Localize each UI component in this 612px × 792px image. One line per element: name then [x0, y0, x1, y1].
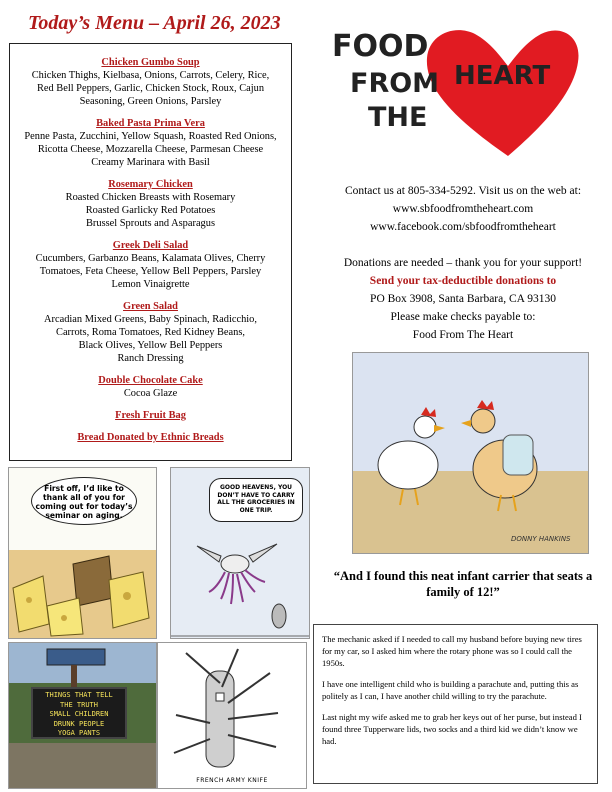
logo-heart-text: HEART: [454, 61, 551, 91]
menu-item-description: Roasted Chicken Breasts with Rosemary: [65, 192, 236, 203]
sign-line: YOGA PANTS: [57, 729, 101, 737]
menu-item-description: Roasted Garlicky Red Potatoes: [85, 205, 216, 216]
menu-item-title: Double Chocolate Cake: [98, 375, 203, 386]
bird-cartoon: [170, 467, 310, 639]
contact-info: [318, 182, 608, 344]
sign-line: THINGS THAT TELL: [45, 691, 113, 699]
sign-line: DRUNK PEOPLE: [53, 719, 105, 728]
logo-line-the: THE: [368, 102, 428, 133]
logo-line-from: FROM: [350, 68, 440, 99]
page-title: Today’s Menu – April 26, 2023: [28, 12, 281, 34]
menu-section: [10, 178, 291, 230]
bird-speech-bubble: GOOD HEAVENS, YOU DON’T HAVE TO CARRY ALL THE GROCERIES IN ONE TRIP.: [209, 478, 303, 522]
mailing-address: PO Box 3908, Santa Barbara, CA 93130: [370, 293, 556, 305]
menu-item-description: Ricotta Cheese, Mozzarella Cheese, Parmesan Cheese: [37, 144, 264, 155]
joke-paragraph: Last night my wife asked me to grab her keys out of her purse, but instead I found three Tupperware lids, two socks and a third kid we didn’t know we had.: [322, 712, 582, 746]
seminar-cartoon: [8, 467, 157, 639]
send-donations: Send your tax-deductible donations to: [369, 275, 557, 287]
menu-item-title: Fresh Fruit Bag: [115, 410, 186, 421]
menu-item-title: Rosemary Chicken: [108, 179, 193, 190]
menu-item-description: Creamy Marinara with Basil: [91, 157, 210, 168]
jokes-box: [313, 624, 598, 784]
chickens-illustration: [353, 353, 588, 553]
donations-needed: Donations are needed – thank you for your support!: [343, 257, 583, 269]
website-link[interactable]: www.sbfoodfromtheheart.com: [392, 203, 534, 215]
menu-section: [10, 374, 291, 400]
menu-section: [10, 117, 291, 169]
menu-item-description: Chicken Thighs, Kielbasa, Onions, Carrots, Celery, Rice,: [31, 70, 270, 81]
menu-item-title: Bread Donated by Ethnic Breads: [77, 432, 224, 443]
logo-graphic: [330, 16, 580, 166]
checks-payable: Please make checks payable to:: [390, 311, 536, 323]
sign-board: [31, 687, 127, 739]
cheese-illustration: [9, 468, 156, 638]
french-army-knife-cartoon: [157, 642, 307, 789]
logo-line-food: FOOD: [332, 29, 429, 64]
seminar-speech-bubble: First off, I’d like to thank all of you for coming out for today’s seminar on aging.: [31, 477, 137, 525]
menu-item-description: Cocoa Glaze: [123, 388, 178, 399]
cartoonist-signature: DONNY HANKINS: [511, 535, 571, 543]
chickens-cartoon-caption: “And I found this neat infant carrier that seats a family of 12!”: [333, 569, 593, 599]
menu-item-title: Baked Pasta Prima Vera: [96, 118, 205, 129]
menu-section: [10, 409, 291, 422]
menu-item-description: Black Olives, Yellow Bell Peppers: [78, 340, 223, 351]
menu-item-description: Tomatoes, Feta Cheese, Yellow Bell Peppers, Parsley: [39, 266, 262, 277]
menu-section: [10, 56, 291, 108]
sign-line: THE TRUTH: [60, 700, 98, 709]
joke-paragraph: I have one intelligent child who is building a parachute and, putting this as politely as I can, I have another child willing to try the parachute.: [322, 679, 579, 701]
chickens-cartoon: [352, 352, 589, 554]
menu-section: [10, 431, 291, 444]
knife-illustration: [158, 643, 306, 788]
menu-item-title: Green Salad: [123, 301, 178, 312]
menu-item-description: Ranch Dressing: [117, 353, 184, 364]
menu-item-description: Cucumbers, Garbanzo Beans, Kalamata Olives, Cherry: [35, 253, 266, 264]
menu-item-description: Arcadian Mixed Greens, Baby Spinach, Radicchio,: [44, 314, 257, 325]
heart-shape: [427, 30, 579, 156]
menu-item-description: Red Bell Peppers, Garlic, Chicken Stock, Roux, Cajun: [36, 83, 265, 94]
menu-item-title: Chicken Gumbo Soup: [101, 57, 200, 68]
menu-box: [9, 43, 292, 461]
sign-photo: [8, 642, 157, 789]
food-from-the-heart-logo: [330, 16, 580, 166]
menu-section: [10, 300, 291, 365]
menu-item-description: Brussel Sprouts and Asparagus: [85, 218, 215, 229]
facebook-link[interactable]: www.facebook.com/sbfoodfromtheheart: [370, 221, 556, 233]
menu-item-title: Greek Deli Salad: [112, 240, 189, 251]
bird-illustration: [171, 468, 309, 638]
menu-section: [10, 239, 291, 291]
sign-line: SMALL CHILDREN: [49, 710, 109, 718]
contact-phone-line: Contact us at 805-334-5292. Visit us on the web at:: [344, 185, 582, 197]
menu-item-description: Lemon Vinaigrette: [111, 279, 190, 290]
knife-caption: FRENCH ARMY KNIFE: [196, 777, 268, 784]
joke-paragraph: The mechanic asked if I needed to call my husband before buying new tires for my car, so I asked him where the rotary phone was so I could call the 1950s.: [322, 634, 582, 668]
payee: Food From The Heart: [412, 329, 514, 341]
menu-item-description: Seasoning, Green Onions, Parsley: [79, 96, 222, 107]
menu-item-description: Carrots, Roma Tomatoes, Red Kidney Beans,: [56, 327, 245, 338]
menu-item-description: Penne Pasta, Zucchini, Yellow Squash, Roasted Red Onions,: [24, 131, 277, 142]
